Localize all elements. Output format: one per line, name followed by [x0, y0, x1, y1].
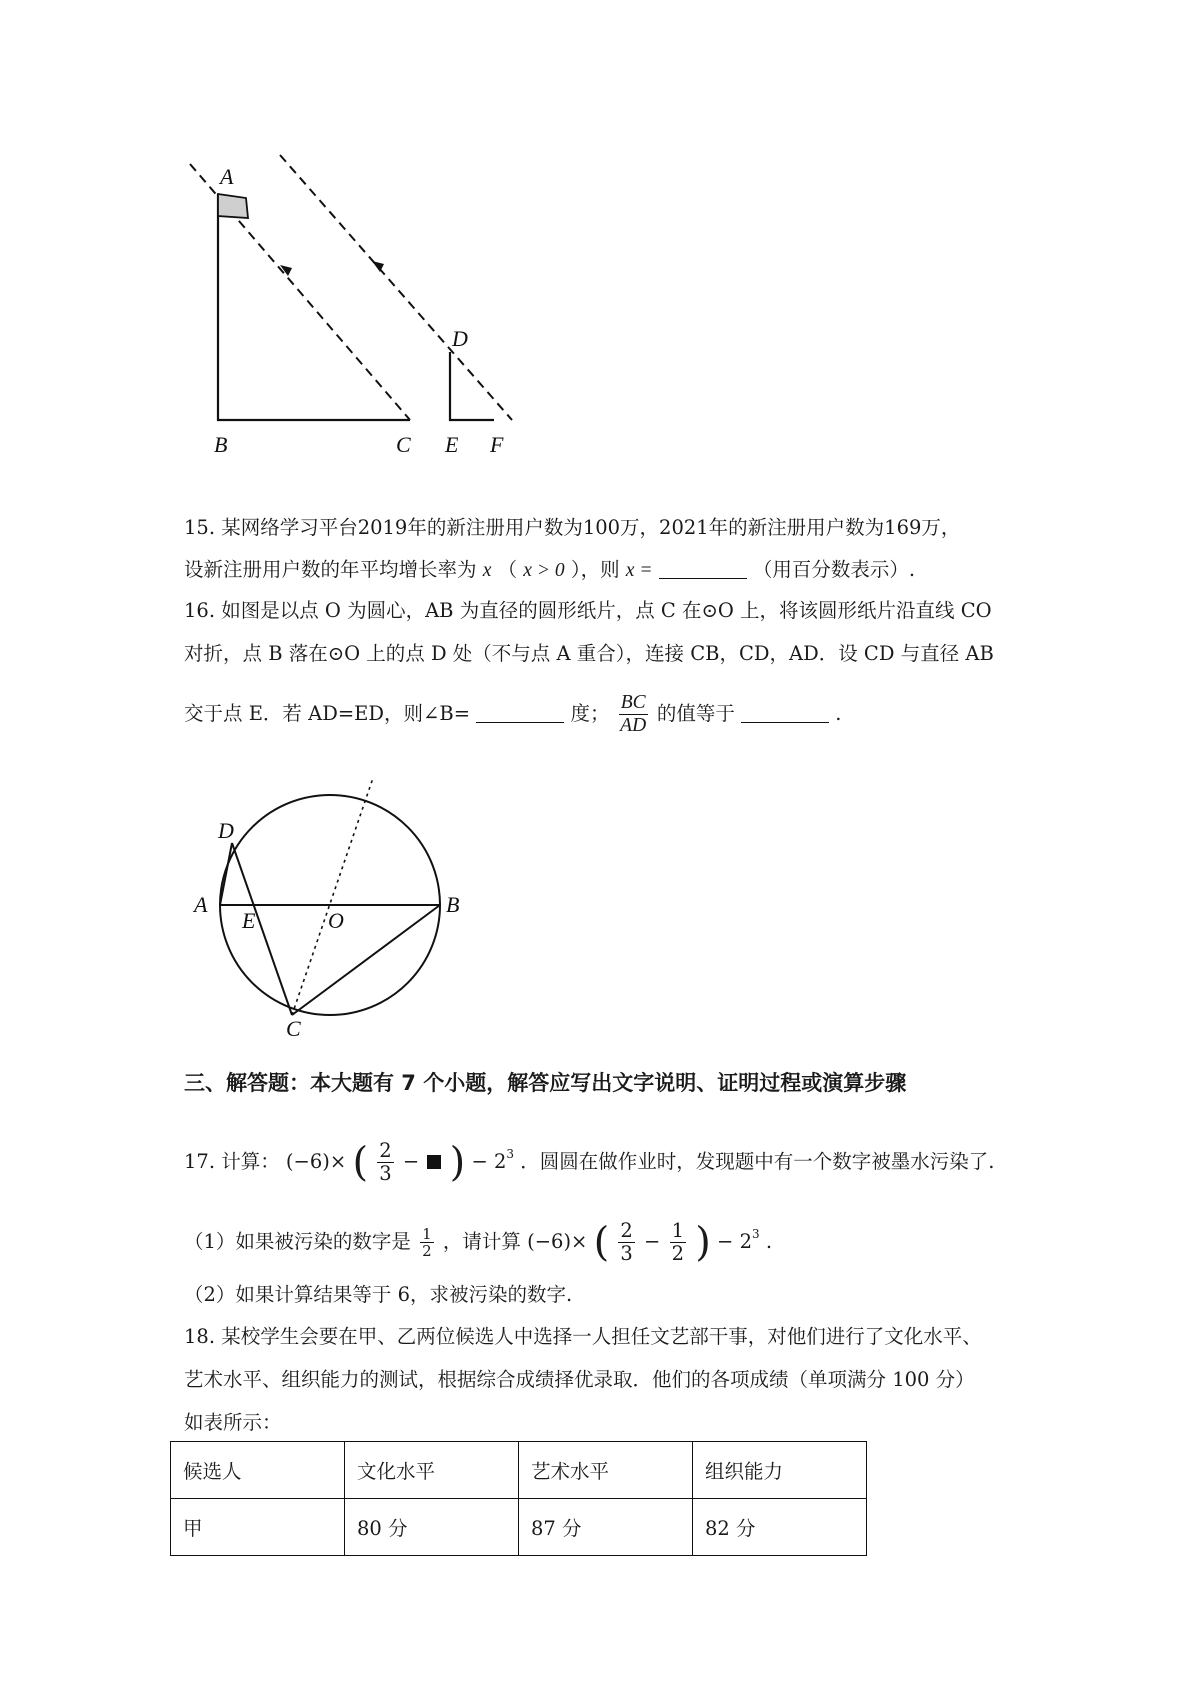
q17-sub1-neg6: (−6)×	[527, 1230, 588, 1253]
q17-sub1-frac-a	[618, 1220, 634, 1265]
q17-sub1-frac-b-num: 1	[671, 1219, 685, 1242]
ray-line-2	[280, 155, 512, 420]
triangle-def	[450, 352, 494, 420]
q17-sub2: （2）如果计算结果等于 6，求被污染的数字.	[184, 1283, 573, 1306]
ink-blot-icon	[427, 1155, 441, 1169]
q16-text-b: 度；	[570, 702, 610, 725]
q16-fraction	[619, 692, 648, 737]
label-D: D	[452, 326, 468, 351]
table-header: 候选人	[171, 1442, 345, 1499]
label-B: B	[214, 432, 228, 457]
q17-half-den: 2	[422, 1242, 432, 1260]
q17-fraction	[377, 1140, 393, 1185]
q17-sub1-frac-b-den: 2	[671, 1242, 685, 1265]
figure-similar-triangles	[170, 150, 530, 460]
q17-sub1-minus: −	[644, 1230, 661, 1253]
q17-sub1-frac-a-den: 3	[620, 1242, 633, 1265]
table-header: 艺术水平	[519, 1442, 693, 1499]
table-header: 文化水平	[345, 1442, 519, 1499]
q16-fraction-den: AD	[620, 715, 647, 736]
q15-text-b: （用百分数表示）.	[752, 558, 916, 581]
q16-line2: 对折，点 B 落在⊙O 上的点 D 处（不与点 A 重合），连接 CB，CD，AD．设 CD 与直径 AB	[184, 642, 994, 665]
q18-line1: 18. 某校学生会要在甲、乙两位候选人中选择一人担任文艺部干事，对他们进行了文化水平、	[184, 1325, 982, 1348]
q17-sub1-end: .	[765, 1230, 773, 1253]
label-E: E	[242, 908, 256, 933]
segment-cb	[292, 905, 440, 1015]
figure-circle	[180, 770, 480, 1040]
table-header: 组织能力	[693, 1442, 867, 1499]
table-row	[171, 1499, 867, 1556]
segment-ad	[220, 843, 232, 905]
q17-sub1-tail: − 2	[717, 1230, 752, 1253]
q17-half-num: 1	[422, 1225, 432, 1243]
q17-sub1-frac-a-num: 2	[620, 1219, 633, 1242]
q17-fraction-num: 2	[379, 1139, 392, 1162]
q16-answer-blank-1[interactable]	[476, 702, 564, 723]
q17-fraction-den: 3	[379, 1162, 392, 1185]
q17-tail: − 2	[471, 1150, 507, 1173]
table-cell: 甲	[171, 1499, 345, 1556]
q17-minus: −	[402, 1150, 420, 1173]
q15-line1: 15. 某网络学习平台2019年的新注册用户数为100万，2021年的新注册用户数为169万，	[184, 516, 961, 539]
score-table	[170, 1441, 867, 1556]
q17-sub1-frac-b	[670, 1220, 686, 1265]
fold-line-co	[292, 778, 373, 1015]
q15-equation: x =	[625, 560, 653, 581]
q17-sub1-paren-left: (	[593, 1219, 610, 1266]
q16-text-c: 的值等于	[656, 702, 735, 725]
label-C: C	[396, 432, 411, 457]
q15-text-a: 设新注册用户数的年平均增长率为	[184, 558, 477, 581]
q17-paren-right: )	[449, 1139, 466, 1186]
label-E: E	[445, 432, 459, 457]
label-A: A	[194, 892, 208, 917]
q17-line1	[184, 1126, 994, 1190]
q15-line2	[184, 556, 915, 585]
q15-condition: x > 0	[523, 560, 565, 581]
label-D: D	[218, 818, 234, 843]
q18-line2: 艺术水平、组织能力的测试，根据综合成绩择优录取．他们的各项成绩（单项满分 100 分）	[184, 1368, 975, 1391]
q15-paren-close: ），则	[570, 558, 620, 581]
q16-text-end: .	[835, 702, 842, 725]
q16-fraction-num: BC	[620, 692, 646, 713]
flag-shape	[218, 194, 248, 218]
q17-exponent: 3	[506, 1147, 515, 1161]
q17-sub1-text-b: ，请计算	[442, 1230, 521, 1253]
q16-answer-blank-2[interactable]	[741, 702, 829, 723]
segment-cd	[232, 843, 292, 1015]
table-cell: 87 分	[519, 1499, 693, 1556]
table-cell: 80 分	[345, 1499, 519, 1556]
label-C: C	[286, 1016, 301, 1040]
label-F: F	[490, 432, 504, 457]
q16-line3	[184, 690, 841, 738]
q17-sub1-text-a: （1）如果被污染的数字是	[184, 1230, 411, 1253]
q17-sub1-exponent: 3	[751, 1227, 760, 1241]
q17-prefix: 17. 计算：	[184, 1150, 280, 1173]
table-header-row	[171, 1442, 867, 1499]
q17-neg6: (−6)×	[285, 1150, 347, 1173]
q17-sub1-paren-right: )	[695, 1219, 711, 1266]
q18-line3: 如表所示：	[184, 1411, 282, 1434]
q16-text-a: 交于点 E．若 AD=ED，则∠B=	[184, 702, 471, 725]
q17-text: ．圆圆在做作业时，发现题中有一个数字被墨水污染了.	[520, 1150, 995, 1173]
section-heading: 三、解答题：本大题有 7 个小题，解答应写出文字说明、证明过程或演算步骤	[184, 1071, 907, 1095]
q17-half-fraction	[420, 1226, 434, 1259]
label-A: A	[220, 164, 234, 189]
table-cell: 82 分	[693, 1499, 867, 1556]
label-O: O	[328, 908, 344, 933]
q15-answer-blank[interactable]	[659, 558, 747, 579]
q16-line1: 16. 如图是以点 O 为圆心，AB 为直径的圆形纸片，点 C 在⊙O 上，将该圆形纸片沿直线 CO	[184, 599, 992, 622]
q17-paren-left: (	[352, 1139, 369, 1186]
q15-paren-open: （	[497, 558, 518, 581]
q17-sub1	[184, 1206, 772, 1270]
q15-var-x: x	[482, 560, 492, 581]
label-B: B	[446, 892, 460, 917]
